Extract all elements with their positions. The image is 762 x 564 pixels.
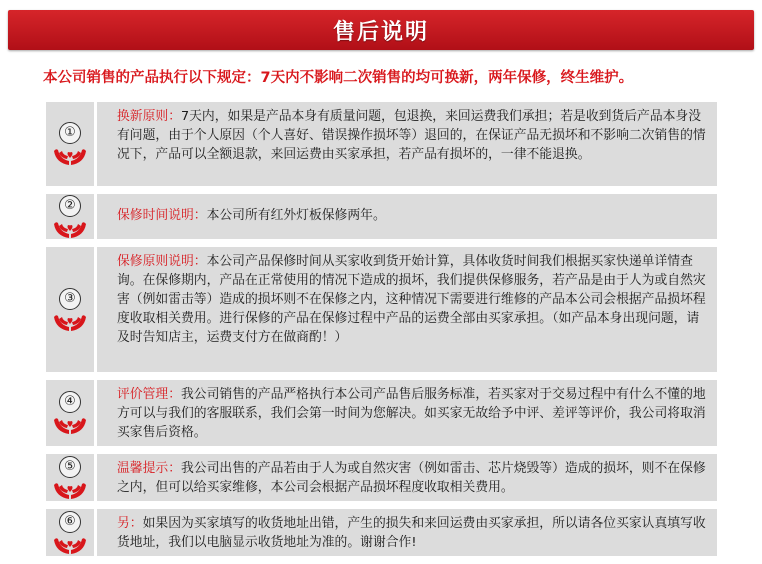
item-body: 我公司出售的产品若由于人为或自然灾害（例如雷击、芯片烧毁等）造成的损坏，则不在保修之内，但可以给买家维修，本公司会根据产品损坏程度收取相关费用。 (117, 461, 706, 495)
item-number: ⑥ (59, 511, 81, 533)
item-label: 温馨提示： (117, 461, 181, 476)
item-icon-box (46, 102, 94, 186)
item-label: 评价管理： (117, 387, 181, 402)
item-text (97, 194, 717, 239)
policy-item-warranty-principle (46, 247, 717, 372)
item-text (97, 454, 717, 501)
item-body: 如果因为买家填写的收货地址出错，产生的损失和来回运费由买家承担，所以请各位买家认真填写收货地址，我们以电脑显示收货地址为准的。谢谢合作! (117, 516, 706, 550)
item-icon-box (46, 509, 94, 556)
item-number: ① (59, 122, 81, 144)
item-icon-box (46, 247, 94, 372)
item-icon-box (46, 454, 94, 501)
item-label: 保修原则说明： (117, 254, 207, 269)
item-body: 本公司产品保修时间从买家收到货开始计算，具体收货时间我们根据买家快递单详情查询。在保修期内，产品在正常使用的情况下造成的损坏，我们提供保修服务，若产品是由于人为或自然灾害（例如雷击等）造成的损坏则不在保修之内，这种情况下需要进行维修的产品本公司会根据产品损坏程度收取相关费用。进行保修的产品在保修过程中产品的运费全部由买家承担。（如产品本身出现问题，请及时告知店主，运费支付方在做商酌！） (117, 254, 706, 345)
item-label: 换新原则： (117, 109, 181, 124)
item-label: 保修时间说明： (117, 208, 207, 223)
item-number: ⑤ (59, 456, 81, 478)
item-body: 本公司所有红外灯板保修两年。 (206, 208, 386, 223)
item-number: ④ (59, 391, 81, 413)
policy-item-review (46, 380, 717, 446)
item-text (97, 102, 717, 186)
hands-heart-icon (53, 415, 87, 435)
hands-heart-icon (53, 535, 87, 555)
hands-heart-icon (53, 312, 87, 332)
item-icon-box (46, 380, 94, 446)
policy-item-reminder (46, 454, 717, 501)
item-body: 我公司销售的产品严格执行本公司产品售后服务标准，若买家对于交易过程中有什么不懂的地方可以与我们的客服联系，我们会第一时间为您解决。如买家无故给予中评、差评等评价，我公司将取消买家售后资格。 (117, 387, 706, 440)
item-text (97, 509, 717, 556)
policy-notice: 本公司销售的产品执行以下规定：7天内不影响二次销售的均可换新，两年保修，终生维护。 (43, 70, 634, 86)
item-label: 另： (117, 516, 143, 531)
page-title: 售后说明 (332, 19, 429, 45)
hands-heart-icon (53, 480, 87, 500)
item-icon-box (46, 194, 94, 239)
policy-item-warranty-time (46, 194, 717, 239)
hands-heart-icon (53, 219, 87, 239)
item-text (97, 380, 717, 446)
item-body: 7天内，如果是产品本身有质量问题，包退换，来回运费我们承担；若是收到货后产品本身没有问题，由于个人原因（个人喜好、错误操作损坏等）退回的，在保证产品无损坏和不影响二次销售的情况下，产品可以全额退款，来回运费由买家承担，若产品有损坏的，一律不能退换。 (117, 109, 706, 162)
item-text (97, 247, 717, 372)
policy-item-address (46, 509, 717, 556)
policy-item-exchange (46, 102, 717, 186)
item-number: ③ (59, 288, 81, 310)
item-number: ② (59, 195, 81, 217)
hands-heart-icon (53, 146, 87, 166)
title-banner (8, 10, 754, 50)
